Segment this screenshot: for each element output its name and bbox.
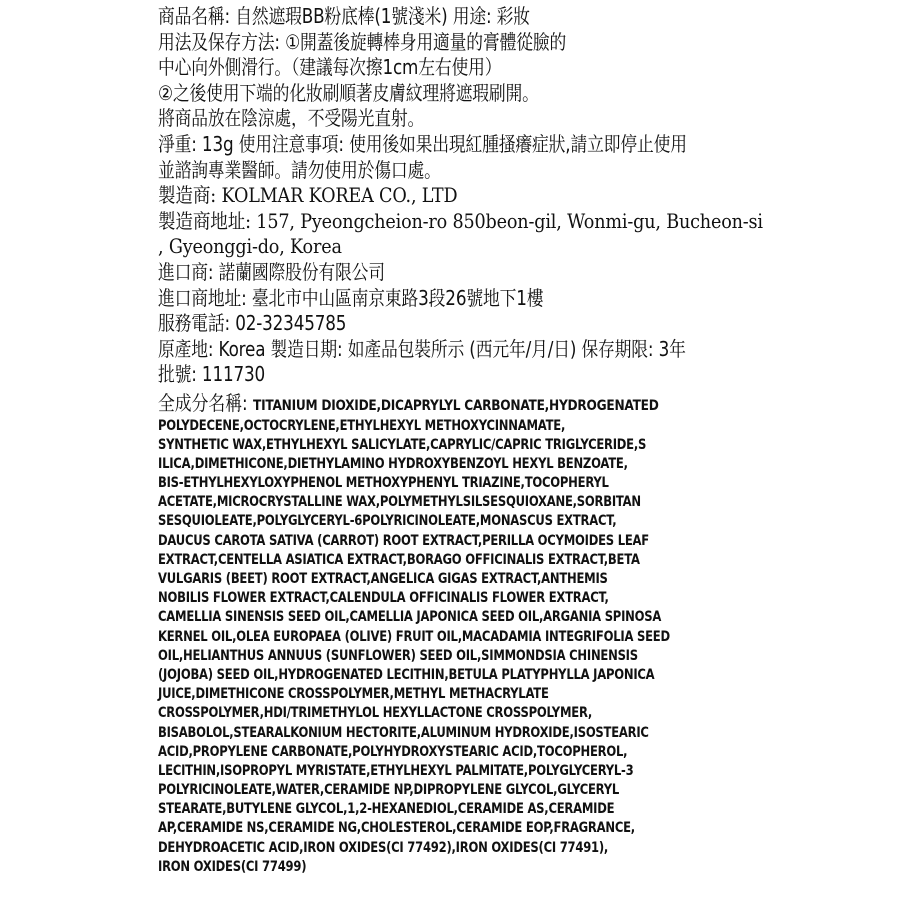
ingredients-line: VULGARIS (BEET) ROOT EXTRACT,ANGELICA GIGAS EXTRACT,ANTHEMIS: [158, 571, 608, 587]
info-line: 淨重: 13g 使用注意事項: 使用後如果出現紅腫搔癢症狀,請立即停止使用: [158, 131, 687, 156]
product-info-section: [158, 4, 768, 388]
info-line: 商品名稱: 自然遮瑕BB粉底棒(1號淺米) 用途: 彩妝: [158, 4, 530, 28]
info-line: 服務電話: 02-32345785: [158, 311, 347, 336]
ingredients-line: LECITHIN,ISOPROPYL MYRISTATE,ETHYLHEXYL PALMITATE,POLYGLYCERYL-3: [158, 762, 634, 779]
ingredients-line: POLYRICINOLEATE,WATER,CERAMIDE NP,DIPROPYLENE GLYCOL,GLYCERYL: [158, 782, 620, 799]
ingredients-line: SYNTHETIC WAX,ETHYLHEXYL SALICYLATE,CAPRYLIC/CAPRIC TRIGLYCERIDE,S: [158, 436, 647, 453]
info-line: 進口商: 諾蘭國際股份有限公司: [158, 259, 385, 284]
info-line: 進口商地址: 臺北市中山區南京東路3段26號地下1樓: [158, 285, 544, 310]
ingredients-line: JUICE,DIMETHICONE CROSSPOLYMER,METHYL METHACRYLATE: [158, 686, 549, 703]
ingredients-line: BIS-ETHYLHEXYLOXYPHENOL METHOXYPHENYL TRIAZINE,TOCOPHERYL: [158, 475, 609, 492]
ingredients-line: ACETATE,MICROCRYSTALLINE WAX,POLYMETHYLSILSESQUIOXANE,SORBITAN: [158, 494, 641, 511]
info-line: 中心向外側滑行。（建議每次擦1cm左右使用）: [158, 55, 502, 80]
info-line: 原產地: Korea 製造日期: 如產品包裝所示 (西元年/月/日) 保存期限: 3年: [158, 336, 686, 361]
ingredients-label: 全成分名稱:: [158, 390, 254, 415]
ingredients-line: DAUCUS CAROTA SATIVA (CARROT) ROOT EXTRACT,PERILLA OCYMOIDES LEAF: [158, 532, 649, 549]
ingredients-line: BISABOLOL,STEARALKONIUM HECTORITE,ALUMINUM HYDROXIDE,ISOSTEARIC: [158, 724, 649, 741]
ingredients-line: NOBILIS FLOWER EXTRACT,CALENDULA OFFICINALIS FLOWER EXTRACT,: [158, 590, 609, 607]
info-line: 製造商地址: 157, Pyeongcheion-ro 850beon-gil, Wonmi-gu, Bucheon-si: [158, 208, 763, 233]
ingredients-line: OIL,HELIANTHUS ANNUUS (SUNFLOWER) SEED OIL,SIMMONDSIA CHINENSIS: [158, 647, 638, 664]
info-line: 並諮詢專業醫師。請勿使用於傷口處。: [158, 157, 441, 182]
info-line: , Gyeonggi-do, Korea: [158, 234, 342, 259]
ingredients-first-line: TITANIUM DIOXIDE,DICAPRYLYL CARBONATE,HYDROGENATED: [253, 397, 659, 414]
ingredients-line: IRON OXIDES(CI 77499): [158, 858, 307, 875]
ingredients-line: AP,CERAMIDE NS,CERAMIDE NG,CHOLESTEROL,CERAMIDE EOP,FRAGRANCE,: [158, 820, 635, 837]
ingredients-line: STEARATE,BUTYLENE GLYCOL,1,2-HEXANEDIOL,CERAMIDE AS,CERAMIDE: [158, 801, 615, 818]
info-line: 製造商: KOLMAR KOREA CO., LTD: [158, 183, 458, 208]
info-line: 批號: 111730: [158, 362, 266, 387]
info-line: 用法及保存方法: ①開蓋後旋轉棒身用適量的膏體從臉的: [158, 29, 567, 54]
ingredients-line: POLYDECENE,OCTOCRYLENE,ETHYLHEXYL METHOXYCINNAMATE,: [158, 417, 566, 434]
ingredients-heading: [158, 391, 670, 417]
ingredients-line: ILICA,DIMETHICONE,DIETHYLAMINO HYDROXYBENZOYL HEXYL BENZOATE,: [158, 455, 628, 472]
info-line: 將商品放在陰涼處，不受陽光直射。: [158, 106, 425, 131]
ingredients-line: CROSSPOLYMER,HDI/TRIMETHYLOL HEXYLLACTONE CROSSPOLYMER,: [158, 705, 593, 722]
ingredients-line: DEHYDROACETIC ACID,IRON OXIDES(CI 77492),IRON OXIDES(CI 77491),: [158, 839, 609, 856]
ingredients-list: [158, 417, 768, 878]
ingredients-line: KERNEL OIL,OLEA EUROPAEA (OLIVE) FRUIT OIL,MACADAMIA INTEGRIFOLIA SEED: [158, 628, 670, 645]
info-line: ②之後使用下端的化妝刷順著皮膚紋理將遮瑕刷開。: [158, 80, 539, 105]
ingredients-line: CAMELLIA SINENSIS SEED OIL,CAMELLIA JAPONICA SEED OIL,ARGANIA SPINOSA: [158, 609, 662, 626]
ingredients-line: EXTRACT,CENTELLA ASIATICA EXTRACT,BORAGO OFFICINALIS EXTRACT,BETA: [158, 551, 640, 568]
ingredients-line: ACID,PROPYLENE CARBONATE,POLYHYDROXYSTEARIC ACID,TOCOPHEROL,: [158, 743, 628, 760]
ingredients-line: SESQUIOLEATE,POLYGLYCERYL-6POLYRICINOLEATE,MONASCUS EXTRACT,: [158, 513, 617, 530]
product-label: [158, 4, 768, 877]
ingredients-line: (JOJOBA) SEED OIL,HYDROGENATED LECITHIN,BETULA PLATYPHYLLA JAPONICA: [158, 666, 655, 683]
